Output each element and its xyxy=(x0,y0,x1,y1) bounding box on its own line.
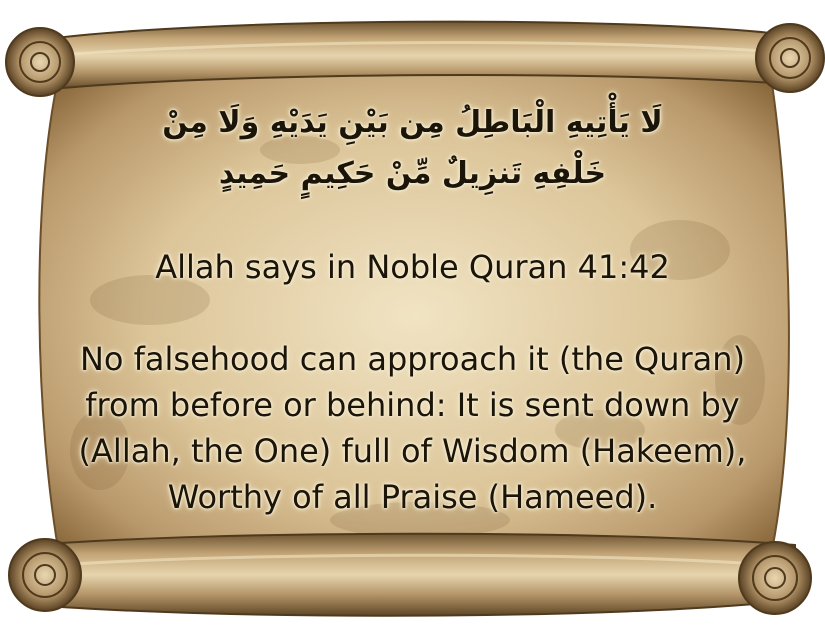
verse-reference: Allah says in Noble Quran 41:42 xyxy=(155,248,670,286)
arabic-verse-line-1: لَا يَأْتِيهِ الْبَاطِلُ مِن بَيْنِ يَدَيْهِ وَلَا مِنْ xyxy=(162,105,663,140)
arabic-verse-line-2: خَلْفِهِ تَنزِيلٌ مِّنْ حَكِيمٍ حَمِيدٍ xyxy=(218,156,607,191)
translation-line-3: (Allah, the One) full of Wisdom (Hakeem), xyxy=(78,432,747,470)
translation-line-4: Worthy of all Praise (Hameed). xyxy=(167,478,658,516)
translation-line-2: from before or behind: It is sent down by xyxy=(85,386,740,424)
translation-line-1: No falsehood can approach it (the Quran) xyxy=(79,340,746,378)
